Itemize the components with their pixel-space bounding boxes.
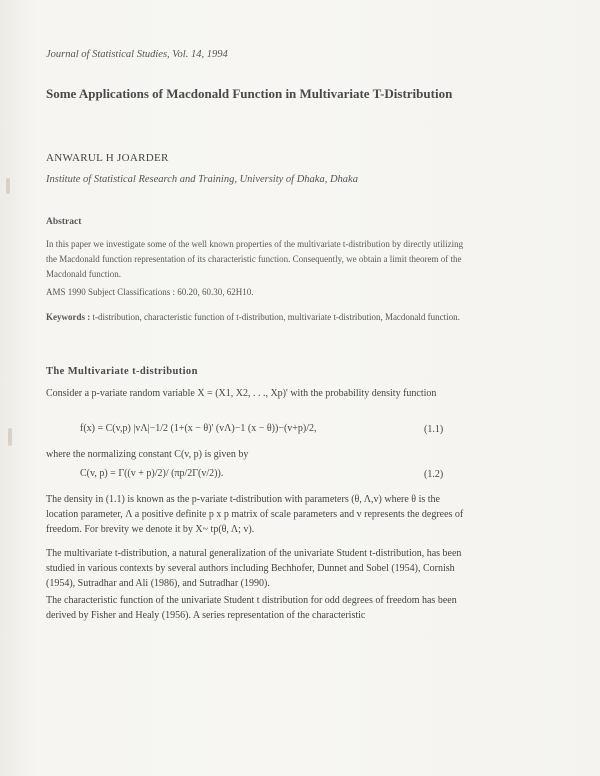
abstract-text: In this paper we investigate some of the well known properties of the multivariate t-distribution by directly utilizing the Macdonald function representation of its characteristic function. Consequently, we obtain a limit theorem of the Macdonald function. [46,239,464,279]
equation-1: f(x) = C(v,p) |vΛ|−1/2 (1+(x − θ)' (vΛ)−1 (x − θ))−(v+p)/2, [80,423,317,434]
abstract-heading: Abstract [46,217,82,227]
author-affiliation: Institute of Statistical Research and Training, University of Dhaka, Dhaka [46,174,358,185]
equation-2-number: (1.2) [424,469,444,480]
author-name: ANWARUL H JOARDER [46,152,169,164]
paragraph-5: The characteristic function of the univariate Student t distribution for odd degrees of freedom has been derived by Fisher and Healy (1956). A series representation of the characteristic [46,595,457,621]
paragraph-1: Consider a p-variate random variable X = (X1, X2, . . ., Xp)' with the probability density function [46,388,437,399]
scan-mark [6,178,10,194]
keywords [46,310,466,324]
ams-classification: AMS 1990 Subject Classifications : 60.20, 60.30, 62H10. [46,287,254,297]
paragraph-2: where the normalizing constant C(v, p) is given by [46,449,249,460]
paper-title: Some Applications of Macdonald Function in Multivariate T-Distribution [46,86,453,101]
paragraph-4: The multivariate t-distribution, a natural generalization of the univariate Student t-distribution, has been studied in various contexts by several authors including Bechhofer, Dunnet and Sobel (1954), Cornish (1954), Sutradhar and Ali (1986), and Sutradhar (1990). [46,548,462,589]
equation-2: C(v, p) = Γ((v + p)/2)/ (πp/2Γ(v/2)). [80,468,224,479]
scan-mark [8,428,12,446]
keywords-text: t-distribution, characteristic function of t-distribution, multivariate t-distribution, Macdonald function. [92,312,460,322]
keywords-label: Keywords : [46,312,91,322]
equation-1-number: (1.1) [424,424,444,435]
paragraph-3: The density in (1.1) is known as the p-variate t-distribution with parameters (θ, Λ,v) where θ is the location parameter, Λ a positive definite p x p matrix of scale parameters and v represents the degrees of freedom. For brevity we denote it by X~ tp(θ, Λ; v). [46,494,464,535]
journal-citation: Journal of Statistical Studies, Vol. 14, 1994 [46,49,228,60]
section-heading: The Multivariate t-distribution [46,366,198,377]
